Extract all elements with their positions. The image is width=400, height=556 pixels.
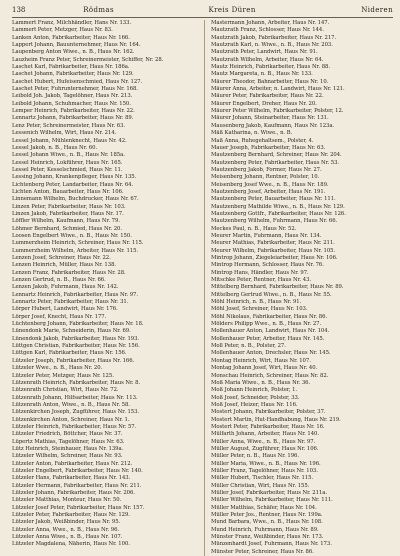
directory-entry: Lammert Franz, Milchhändler, Hans Nr. 133. xyxy=(12,20,132,26)
directory-entry: Müller Anna, Wiwe., n. B., Haus Nr. 97. xyxy=(211,438,316,445)
directory-entry: Mautzenberg Bernhard, Schreiner, Haus Nr. 204. xyxy=(211,152,342,159)
directory-entry: Lessel Johann Wiwe., n. B., Haus Nr. 185a. xyxy=(12,152,125,159)
directory-entry: Lauzheim Franz Peter, Schreinermeister, Schiffer, Nr. 28. xyxy=(12,56,164,63)
directory-entry: Lützenrath Christian, Wirt, Haus Nr. 72. xyxy=(12,387,119,394)
directory-entry: Lützenrath Johann, Hilfsarbeiter, Haus Nr. 113. xyxy=(12,394,138,401)
directory-entry: Lünendonk Jakob, Fabrikarbeiter, Haus Nr. 193. xyxy=(12,335,140,342)
directory-entry: Monschau Heinrich, Schreiner, Haus Nr. 82. xyxy=(211,372,329,379)
directory-entry: Moß Johann Heinrich, Polster, 1. xyxy=(211,387,298,394)
directory-entry: Lützeler Anna, Wwe., n. B., Haus Nr. 96. xyxy=(12,526,120,533)
directory-entry: Lünendonk Marie, Schneiderin, Haus Nr. 69. xyxy=(12,328,131,335)
directory-entry: Münzenhardt Josef, Fuhrmann, Haus Nr. 173. xyxy=(211,541,332,548)
directory-entry: Lörper Josef, Knecht, Haus Nr. 177. xyxy=(12,313,107,320)
directory-entry: Linnemann Wilhelm, Buchdrucker, Haus Nr. 67. xyxy=(12,196,139,203)
directory-entry: Müller Matthias, Schäfer, Haus Nr. 104. xyxy=(211,504,317,511)
directory-entry: Mostert Martin, Hut-Handhabung, Haus Nr. 219. xyxy=(211,416,341,423)
directory-entry: Mund Heinrich, Fuhrmann, Haus Nr. 89. xyxy=(211,526,319,533)
directory-entry: Leibold Johann, Schuhmacher, Haus Nr. 150. xyxy=(12,100,131,107)
directory-entry: Mollenhauer Anton, Drechsler, Haus Nr. 145. xyxy=(211,350,331,357)
directory-entry: Lüchtenberg Johann, Fabrikarbeiter, Haus Nr. 18. xyxy=(12,321,144,328)
directory-entry: Lenz Peter, Schreinermeister, Haus Nr. 63. xyxy=(12,122,126,129)
directory-entry: Mautzenberg Wilhelm, Fuhrmann, Haus Nr. 66. xyxy=(211,218,338,225)
directory-entry: Lützeler Hermann, Fabrikarbeiter, Haus Nr. 211. xyxy=(12,482,142,489)
directory-entry: Mollenhauer Anton, Landwirt, Haus Nr. 104. xyxy=(211,328,330,335)
directory-entry: Mittelberg Bernhard, Fabrikarbeiter, Haus Nr. 89. xyxy=(211,284,344,291)
directory-entry: Laschet Karl, Fabrikarbeiter, Haus Nr. 186a. xyxy=(12,64,130,71)
page-header xyxy=(12,4,393,16)
directory-entry: Münster Franz, Weißbinder, Haus Nr. 173. xyxy=(211,534,324,541)
directory-entry: Lützenrath Heinrich, Fabrikarbeiter, Haus Nr. 8. xyxy=(12,379,141,386)
directory-entry: Meisenberg Johann, Rentner, Polster, 10. xyxy=(211,174,320,181)
directory-entry: Mölders Philipp Wwe., n. B., Haus Nr. 27. xyxy=(211,321,322,328)
directory-entry: Moß Josef, Schneider, Polster, 33. xyxy=(211,394,300,401)
directory-entry: Lessel Peter, Kesselschmied, Haus Nr. 11. xyxy=(12,166,123,173)
directory-entry: Lappert Johann, Bauunternehmer, Haus Nr. 164. xyxy=(12,42,141,49)
directory-entry: Maß Anna, Ruhegehaltsem., Polster, 4. xyxy=(211,137,314,144)
page-number: 138 xyxy=(12,6,26,14)
directory-entry: Mautzrath Peter, Landwirt, Haus Nr. 91. xyxy=(211,49,318,56)
directory-entry: Lützeler Anton, Fabrikarbeiter, Haus Nr. 212. xyxy=(12,460,133,467)
header-titles xyxy=(36,4,343,16)
directory-entry: Löhmer Bernhard, Schmied, Haus Nr. 20. xyxy=(12,225,123,232)
header-right-title: Nideren xyxy=(361,6,393,14)
directory-entry: Meurer Wilhelm, Fabrikarbeiter, Haus Nr. 105. xyxy=(211,247,336,254)
directory-entry: Lennartz Heinrich, Fabrikarbeiter, Haus Nr. 97. xyxy=(12,291,139,298)
directory-entry: Lenzen Heinrich, Müller, Haus Nr. 138. xyxy=(12,262,117,269)
directory-entry: Lützeler Jakob, Weißbinder, Haus Nr. 95. xyxy=(12,519,121,526)
directory-entry: Lessel Johann, Mühlenknecht, Haus Nr. 42. xyxy=(12,137,127,144)
directory-entry: Lützeler Magdalena, Näherin, Haus Nr. 100. xyxy=(12,541,130,548)
directory-entry: Lüttgen Christian, Fabrikarbeiter, Haus Nr. 156. xyxy=(12,343,140,350)
directory-entry: Mäurer Anna, Arbeiter, n. Landwirt, Haus Nr. 121. xyxy=(211,86,345,93)
directory-entry: Lenzen Josef, Schreiner, Haus Nr. 22. xyxy=(12,255,111,261)
directory-entry: Lörper Hubert, Landwirt, Haus Nr. 176. xyxy=(12,306,118,313)
directory-entry: Mäurer Peter Wilhelm, Fabrikarbeiter, Polster, 12. xyxy=(211,108,344,115)
directory-entry: Lützeler Matthias, Monteur, Haus Nr. 50. xyxy=(12,497,122,504)
right-column xyxy=(204,20,393,556)
directory-entry: Möhl Heinrich, n. B., Haus Nr. 91. xyxy=(211,299,302,306)
directory-entry: Lützeler Joseph, Fabrikarbeiter, Haus Nr. 166. xyxy=(12,357,135,364)
directory-entry: Mautzenberg Jakob, Former, Haus Nr. 27. xyxy=(211,166,322,173)
directory-entry: Lummerzheim Heinrich, Schreiner, Haus Nr. 115. xyxy=(12,240,144,247)
directory-entry: Mautzrath Wilhelm, Arbeiter, Haus Nr. 64. xyxy=(211,56,324,63)
directory-entry: Montag Heinrich, Wirt, Haus Nr. 107. xyxy=(211,357,311,364)
directory-entry: Lummerzheim Wilhelm, Arbeiter, Haus Nr. 115. xyxy=(12,247,139,254)
directory-entry: Lützenkirchen Anton, Schreiner, Haus Nr. 1. xyxy=(12,416,130,423)
directory-entry: Lemper Heinrich, Fabrikarbeiter, Haus Nr. 22. xyxy=(12,108,135,115)
directory-entry: Lützeler Wilhelm, Schreiner, Haus Nr. 93. xyxy=(12,453,123,460)
directory-entry: Müller August, Zugführer, Haus Nr. 106. xyxy=(211,445,319,452)
header-center-title: Kreis Düren xyxy=(208,6,256,14)
directory-entry: Lützeler Wwe., n. B., Haus Nr. 20. xyxy=(12,365,103,372)
directory-entry: Montag Johann Josef, Wirt, Haus Nr. 40. xyxy=(211,365,318,372)
directory-entry: Leibold Joh. Jakob, Tagelöhner, Haus Nr. 213. xyxy=(12,93,133,100)
directory-columns xyxy=(12,20,393,556)
directory-entry: Moll Peter, n. B., Polster, 27. xyxy=(211,343,286,350)
directory-entry: Lützeler Engelbert, Fabrikarbeiter, Haus Nr. 140. xyxy=(12,467,143,474)
directory-entry: Mund Barbara, Wwe., n. B., Haus Nr. 108. xyxy=(211,519,323,526)
directory-entry: Mäß Katharina, n. Wiwe., n. B. xyxy=(211,130,293,137)
directory-entry: Lenzen Franz, Fabrikarbeiter, Haus Nr. 28. xyxy=(12,269,126,276)
directory-entry: Mauer Joseph, Fabrikarbeiter, Haus Nr. 63. xyxy=(211,144,326,151)
directory-entry: Mostert Johann, Fabrikarbeiter, Polster, 37. xyxy=(211,409,326,416)
directory-entry: Meurer Martin, Fuhrmann, Haus Nr. 134. xyxy=(211,232,322,239)
directory-entry: Meurer Mathias, Fabrikarbeiter, Haus Nr. 211. xyxy=(211,240,335,247)
directory-entry: Lützeler Heinrich, Fabrikarbeiter, Haus Nr. 57. xyxy=(12,423,137,430)
directory-entry: Loosen Engelbert Wiwe., n. B., Haus Nr. 150. xyxy=(12,232,132,239)
directory-entry: Linzen Jakob, Fabrikarbeiter, Haus Nr. 17. xyxy=(12,210,124,217)
directory-entry: Mausenberg Jakob, Kaufmann, Haus Nr. 123a. xyxy=(211,122,335,129)
directory-entry: Mautzenberg Peter, Fabrikarbeiter, Haus Nr. 53. xyxy=(211,159,340,166)
directory-entry: Laupenberg Anton Wiwe., n. B., Haus Nr. 162. xyxy=(12,49,135,56)
directory-entry: Lessel Heinrich, Lokführer, Haus Nr. 165. xyxy=(12,159,123,166)
directory-entry: Mastermann Johann, Arbeiter, Haus Nr. 147. xyxy=(211,20,330,26)
directory-entry: Mautzrath Franz, Schlosser, Haus Nr. 144. xyxy=(211,27,324,34)
directory-entry: Mülfarth Johann, Arbeiter, Haus Nr. 140. xyxy=(211,431,319,438)
left-column xyxy=(12,20,194,556)
directory-entry: Mintrop Hermann, Schlosser, Haus Nr. 76. xyxy=(211,262,324,269)
directory-entry: Mautzenberg Josef, Arbeiter, Haus Nr. 191. xyxy=(211,188,326,195)
directory-entry: Müller Christian, Wirt, Haus Nr. 155. xyxy=(211,482,310,489)
directory-entry: Mautz Heinrich, Fabrikarbeiter, Haus Nr. 88. xyxy=(211,64,330,71)
directory-entry: Lütz Heinrich, Steinhauer, Haus Nr. 139a. xyxy=(12,445,124,452)
directory-entry: Lützeler Hans, Fabrikarbeiter, Haus Nr. 143. xyxy=(12,475,131,482)
directory-entry: Müller Peter, n. B., Haus Nr. 196. xyxy=(211,453,299,460)
directory-entry: Müller Hubert, Tischler, Haus Nr. 115. xyxy=(211,475,314,482)
directory-entry: Lüttgen Karl, Fabrikarbeiter, Haus Nr. 156. xyxy=(12,350,127,357)
directory-entry: Möhl Nikolaus, Fabrikarbeiter, Haus Nr. 86. xyxy=(211,313,328,320)
directory-entry: Mautzrath Karl, n. Wiwe., n. B., Haus Nr. 203. xyxy=(211,42,333,49)
directory-entry: Mautz Margareta, n. B., Haus Nr. 133. xyxy=(211,71,313,78)
directory-entry: Lützeler Peter, Metzger, Haus Nr. 125. xyxy=(12,372,114,379)
directory-entry: Müller Maria, Wiwe., n. B., Haus Nr. 196. xyxy=(211,460,321,467)
directory-entry: Mostert Peter, Fabrikarbeiter, Haus Nr. 16. xyxy=(211,423,325,430)
directory-entry: Linzen Peter, Fabrikarbeiter, Haus Nr. 103. xyxy=(12,203,126,210)
directory-entry: Mäurer Engelbert, Dreher, Haus Nr. 20. xyxy=(211,100,317,107)
directory-entry: Laschet Peter, Fuhrunternehmer, Haus Nr. 168. xyxy=(12,86,138,93)
directory-entry: Mäurer Theodor, Bahnarbeiter, Haus Nr. 10. xyxy=(211,78,329,85)
directory-entry: Lessing Johann, Krankenpfleger, Haus Nr. 135. xyxy=(12,174,137,181)
directory-entry: Lützeler Friedrich, Böttcher, Haus Nr. 37. xyxy=(12,431,123,438)
header-left-title: Rödmas xyxy=(83,6,114,14)
directory-entry: Meisenberg Josef Wwe., n. B., Haus Nr. 189. xyxy=(211,181,329,188)
directory-entry: Müller Josef, Fabrikarbeiter, Haus Nr. 211a. xyxy=(211,490,327,496)
directory-entry: Mollenhauer Peter, Arbeiter, Haus Nr. 145. xyxy=(211,335,325,342)
directory-entry: Müller Franz, Tagelöhner, Haus Nr. 103. xyxy=(211,467,318,474)
directory-entry: Lenzen Jakob, Fuhrmann, Haus Nr. 142. xyxy=(12,284,119,291)
directory-entry: Möhl Josef, Schreiner, Haus Nr. 103. xyxy=(211,306,308,313)
directory-entry: Lützeler Peter, Fabrikarbeiter, Haus Nr. 129. xyxy=(12,512,130,519)
directory-entry: Lichtenberg Peter, Landarbeiter, Haus Nr. 64. xyxy=(12,181,134,188)
directory-entry: Lessel Jakob, n. B., Haus Nr. 60. xyxy=(12,144,98,151)
directory-entry: Moß Josef, Heizer, Haus Nr. 116. xyxy=(211,401,298,408)
directory-entry: Lessenich Wilhelm, Wirt, Haus Nr. 214. xyxy=(12,130,117,137)
directory-entry: Lichten Anton, Bauarbeiter, Haus Nr. 106. xyxy=(12,188,124,195)
directory-entry: Mittelberg Gertrud Wiwe., n. B., Haus Nr. 55. xyxy=(211,291,332,298)
directory-entry: Mitschke Peter, Rentner, Haus Nr. 43. xyxy=(211,277,312,284)
directory-entry: Lützenkirchen Joseph, Zugführer, Haus Nr. 153. xyxy=(12,409,140,416)
directory-entry: Lammert Peter, Metzger, Haus Nr. 83. xyxy=(12,27,113,34)
directory-entry: Lützeler Josef Peter, Fabrikarbeiter, Haus Nr. 157. xyxy=(12,504,145,511)
directory-entry: Lützeler Anna Wiwe., n. B., Haus Nr. 107. xyxy=(12,534,123,541)
directory-entry: Meckes Paul, n. B., Haus Nr. 52. xyxy=(211,225,297,232)
directory-entry: Moß Maria Wiwe., n. B., Haus Nr. 36. xyxy=(211,379,311,386)
directory-entry: Mautzenberg Gottfr., Fabrikarbeiter, Haus Nr. 126. xyxy=(211,210,346,217)
directory-entry: Lützeler Johann, Fabrikarbeiter, Haus Nr. 206. xyxy=(12,490,135,496)
directory-entry: Münster Peter, Schreiner, Haus Nr. 86. xyxy=(211,548,314,555)
directory-entry: Müller Wilhelm, Fabrikarbeiter, Haus Nr. 111. xyxy=(211,497,333,504)
directory-entry: Laschet Hubert, Hufeisenschmied, Haus Nr. 127. xyxy=(12,78,143,85)
header-rule xyxy=(12,17,393,18)
directory-entry: Lennartz Johann, Fabrikarbeiter, Haus Nr. 89. xyxy=(12,115,134,122)
directory-entry: Mäurer Johann, Steinarbeiter, Haus Nr. 131. xyxy=(211,115,329,122)
directory-entry: Mautzenberg Mathilde Wiwe., n. B., Haus Nr. 129. xyxy=(211,203,345,210)
directory-entry: Lennartz Peter, Fabrikarbeiter, Haus Nr. 31. xyxy=(12,299,129,306)
directory-entry: Mautzrath Jakob, Fabrikarbeiter, Haus Nr. 217. xyxy=(211,34,337,41)
directory-entry: Laschet Johann, Fabrikarbeiter, Haus Nr. 129. xyxy=(12,71,134,78)
directory-entry: Mautzenberg Peter, Bauarbeiter, Haus Nr. 111. xyxy=(211,196,336,203)
directory-entry: Lanken Anton, Fabrikarbeiter, Haus Nr. 166. xyxy=(12,34,130,41)
directory-entry: Lenzen Gertrud, n. B., Haus Nr. 66. xyxy=(12,277,106,284)
directory-entry: Lüpertz Mathias, Tagelöhner, Haus Nr. 63. xyxy=(12,438,125,445)
directory-entry: Mintrop Johann, Ziegeleiarbeiter, Haus Nr. 106. xyxy=(211,255,338,261)
directory-entry: Löffler Wilhelm, Kaufmann, Haus Nr. 79. xyxy=(12,218,120,225)
directory-entry: Müller Peter Jos., Rentner, Haus Nr. 199a. xyxy=(211,512,323,519)
directory-entry: Mintrop Hans, Händler, Haus Nr. 97. xyxy=(211,269,309,276)
directory-entry: Lützenrath Anton, Wiwe., n. B., Haus Nr. 58. xyxy=(12,401,130,408)
directory-entry: Mäurer Peter, Fabrikarbeiter, Haus Nr. 22. xyxy=(211,93,324,100)
